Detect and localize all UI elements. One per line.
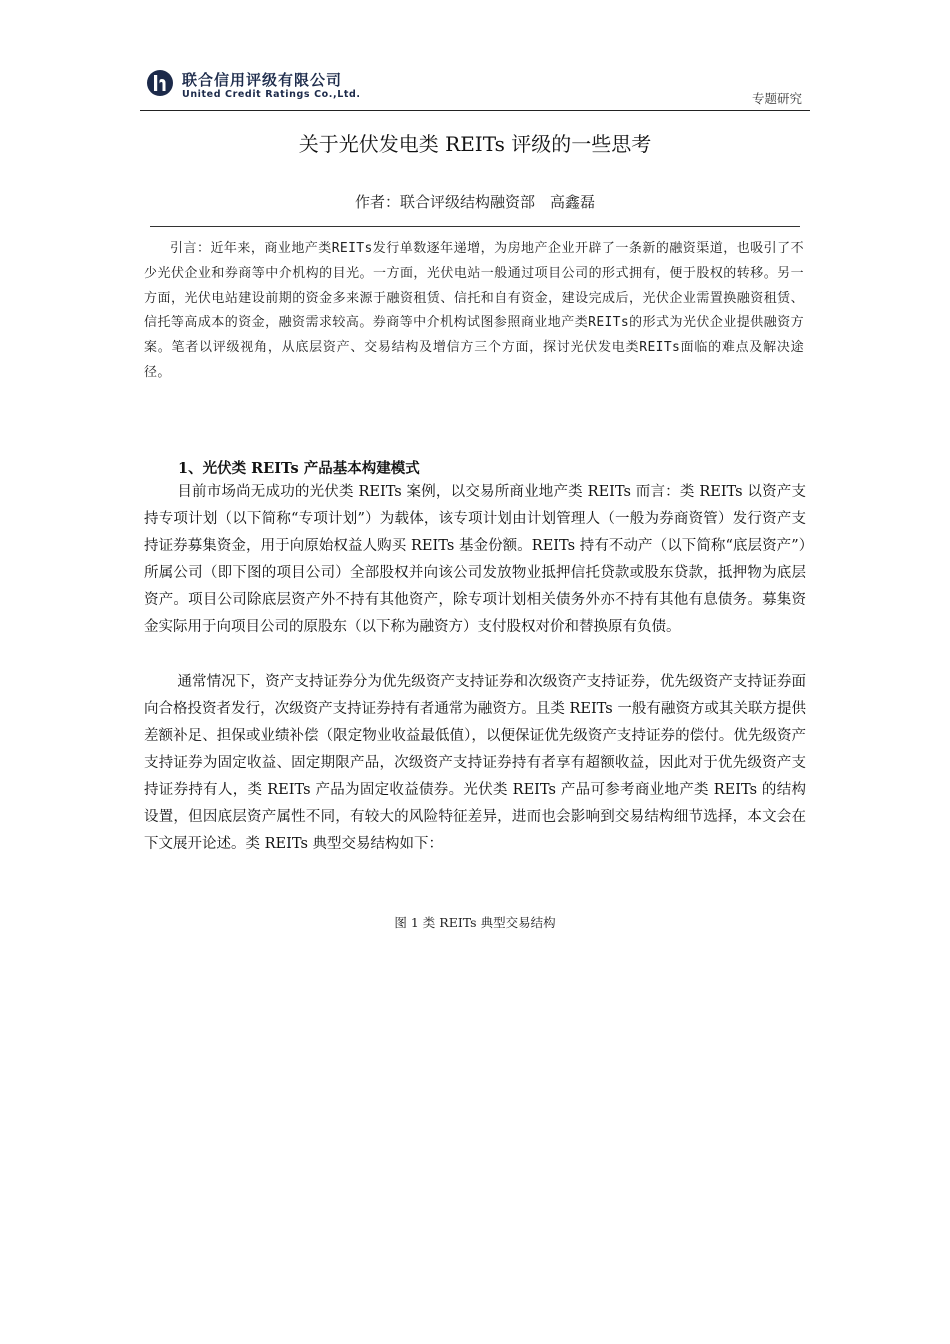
company-name-en: United Credit Ratings Co.,Ltd.: [182, 89, 361, 100]
page-header: [140, 64, 810, 111]
body-paragraph-1: 目前市场尚无成功的光伏类 REITs 案例，以交易所商业地产类 REITs 而言：类 REITs 以资产支持专项计划（以下简称“专项计划”）为载体，该专项计划由计划管理人（一般为券商资管）发行资产支持证券募集资金，用于向原始权益人购买 REITs 基金份额。REITs 持有不动产（以下简称“底层资产”）所属公司（即下图的项目公司）全部股权并向该公司发放物业抵押信托贷款或股东贷款，抵押物为底层资产。项目公司除底层资产外不持有其他资产，除专项计划相关债务外亦不持有其他有息债务。募集资金实际用于向项目公司的原股东（以下称为融资方）支付股权对价和替换原有负债。: [144, 484, 806, 635]
title-divider: [150, 226, 800, 227]
article-author: 作者：联合评级结构融资部 高鑫磊: [354, 193, 595, 211]
company-logo-icon: [146, 69, 174, 97]
figure-caption: 图 1 类 REITs 典型交易结构: [394, 915, 556, 930]
section-heading: 1、光伏类 REITs 产品基本构建模式: [178, 460, 420, 477]
body-paragraph-2: 通常情况下，资产支持证券分为优先级资产支持证券和次级资产支持证券，优先级资产支持证券面向合格投资者发行，次级资产支持证券持有者通常为融资方。且类 REITs 一般有融资方或其关联方提供差额补足、担保或业绩补偿（限定物业收益最低值），以便保证优先级资产支持证券的偿付。优先级资产支持证券为固定收益、固定期限产品，次级资产支持证券持有者享有超额收益，因此对于优先级资产支持证券持有人，类 REITs 产品为固定收益债券。光伏类 REITs 产品可参考商业地产类 REITs 的结构设置，但因底层资产属性不同，有较大的风险特征差异，进而也会影响到交易结构细节选择，本文会在下文展开论述。类 REITs 典型交易结构如下：: [144, 674, 806, 852]
company-name-cn: 联合信用评级有限公司: [182, 71, 343, 89]
section-label: 专题研究: [751, 91, 802, 106]
article-title: 关于光伏发电类 REITs 评级的一些思考: [298, 132, 652, 156]
article-intro: 引言：近年来，商业地产类REITs发行单数逐年递增，为房地产企业开辟了一条新的融资渠道，也吸引了不少光伏企业和券商等中介机构的目光。一方面，光伏电站一般通过项目公司的形式拥有，便于股权的转移。另一方面，光伏电站建设前期的资金多来源于融资租赁、信托和自有资金，建设完成后，光伏企业需置换融资租赁、信托等高成本的资金，融资需求较高。券商等中介机构试图参照商业地产类REITs的形式为光伏企业提供融资方案。笔者以评级视角，从底层资产、交易结构及增信方三个方面，探讨光伏发电类REITs面临的难点及解决途径。: [144, 241, 804, 380]
